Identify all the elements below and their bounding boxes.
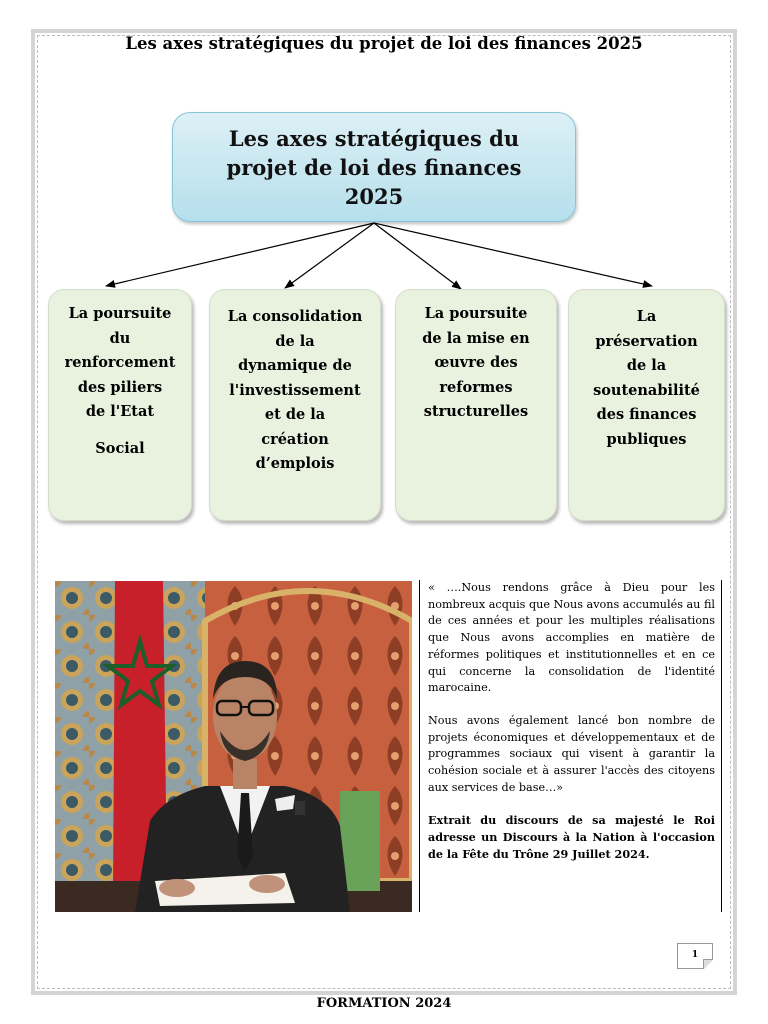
axis-line: du xyxy=(109,329,131,347)
axis-line: La xyxy=(636,308,657,325)
axis-line: structurelles xyxy=(423,403,529,420)
quote-source: Extrait du discours de sa majesté le Roi adresse un Discours à la Nation à l'occasion de la Fête du Trône 29 Juillet 2024. xyxy=(428,813,715,861)
axis-line: reformes xyxy=(439,378,513,396)
axis-line: création xyxy=(261,430,329,448)
quote-paragraph-1: « ….Nous rendons grâce à Dieu pour les nombreux acquis que Nous avons accumulés au fil de ces années et pour les multiples réalisations que Nous avons accomplies en matière de réformes politiques et institutionnelles et en ce qui concerne la consolidation de l'identité marocaine. xyxy=(428,581,715,695)
axis-line: renforcement xyxy=(64,354,176,371)
axis-line: La consolidation xyxy=(227,308,363,325)
axis-line: publiques xyxy=(606,430,687,448)
quote-paragraph-2: Nous avons également lancé bon nombre de projets économiques et développementaux et de programmes sociaux qui visent à garantir la cohésion sociale et à assurer l'accès des citoyens aux services de base…» xyxy=(428,713,715,794)
axis-line: soutenabilité xyxy=(593,381,700,399)
axis-line: de la xyxy=(275,332,315,350)
axis-line: des finances xyxy=(596,406,697,423)
axis-line: l'investissement xyxy=(229,381,361,399)
footer-text: FORMATION 2024 xyxy=(316,996,452,1011)
axis-line: Social xyxy=(95,439,145,457)
axis-line: des piliers xyxy=(77,378,163,396)
royal-speech-quote xyxy=(419,580,722,912)
axis-line: et de la xyxy=(264,406,326,423)
axis-line: de la mise en xyxy=(422,329,530,347)
axis-line: préservation xyxy=(595,332,698,350)
axis-line: dynamique de xyxy=(238,357,352,374)
axis-line: de l'Etat xyxy=(85,403,155,420)
axis-line: œuvre des xyxy=(434,354,518,371)
root-node-line-1: Les axes stratégiques du xyxy=(228,125,520,151)
axis-box-reforms xyxy=(395,289,557,521)
axis-line: d’emplois xyxy=(255,455,335,472)
page-title: Les axes stratégiques du projet de loi des finances 2025 xyxy=(125,34,643,53)
axis-line: de la xyxy=(626,357,667,374)
arrow-1 xyxy=(106,223,374,286)
axis-box-sustainability xyxy=(568,289,725,521)
king-portrait-photo xyxy=(55,581,412,912)
axis-box-investment xyxy=(209,289,381,521)
arrow-2 xyxy=(285,223,374,288)
page-number: 1 xyxy=(677,943,713,969)
axis-line: La poursuite xyxy=(424,305,528,322)
root-node-line-2: projet de loi des finances 2025 xyxy=(226,154,522,209)
axis-line: La poursuite xyxy=(68,305,172,322)
axis-box-social xyxy=(48,289,192,521)
